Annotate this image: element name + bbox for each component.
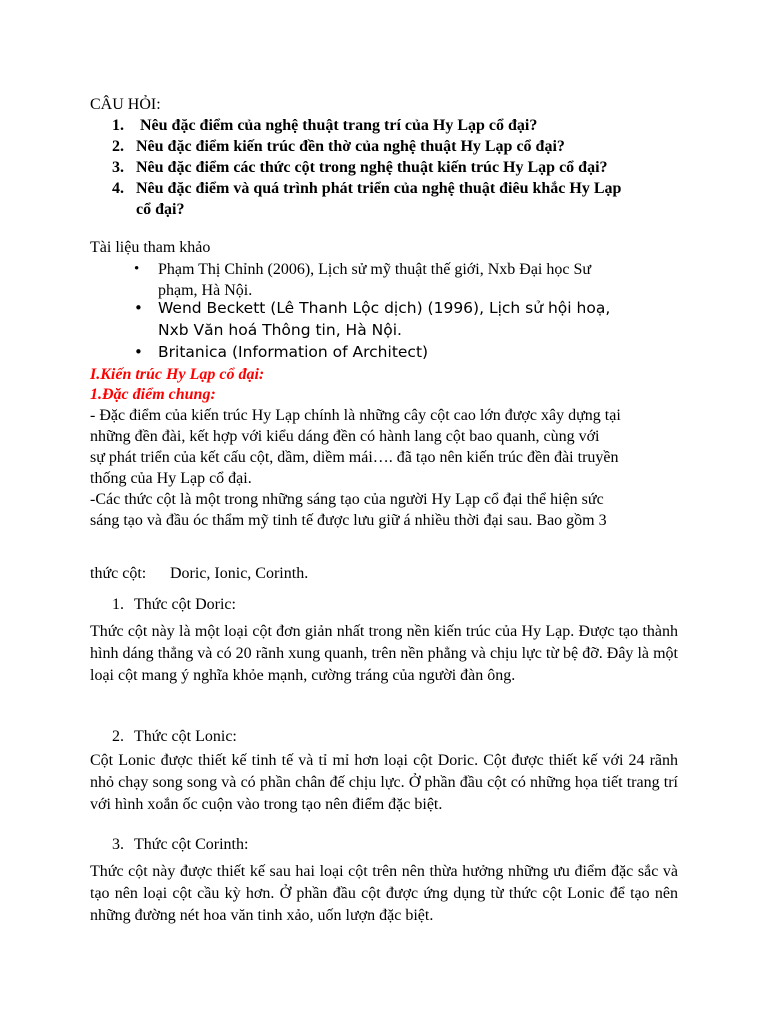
question-text: Nêu đặc điểm của nghệ thuật trang trí của Hy Lạp cổ đại? [140,117,538,134]
order-number: 3. [112,836,124,853]
reference-item-continuation: phạm, Hà Nội. [158,282,253,299]
bullet-icon: • [134,299,143,317]
order-description: Thức cột này được thiết kế sau hai loại cột trên nên thừa hưởng những ưu điểm đặc sắc và tạo nên loại cột cầu kỳ hơn. Ở phần đầu cột được ứng dụng từ thức cột Lonic để tạo nên những đường nét hoa văn tinh xảo, uốn lượn đặc biệt. [90,863,678,924]
paragraph-line: - Đặc điểm của kiến trúc Hy Lạp chính là những cây cột cao lớn được xây dựng tại [90,407,621,424]
column-orders-label: thức cột: [90,565,147,582]
paragraph-line: sáng tạo và đầu óc thẩm mỹ tinh tế được lưu giữ á nhiều thời đại sau. Bao gồm 3 [90,512,607,529]
reference-item-continuation: Nxb Văn hoá Thông tin, Hà Nội. [158,321,402,339]
order-title: Thức cột Corinth: [134,836,249,853]
question-text-continuation: cổ đại? [136,201,185,218]
paragraph-line: thống của Hy Lạp cổ đại. [90,470,252,487]
order-number: 1. [112,596,124,613]
question-number: 3. [112,159,124,176]
question-text: Nêu đặc điểm và quá trình phát triển của nghệ thuật điêu khắc Hy Lạp [136,180,622,197]
questions-heading: CÂU HỎI: [90,96,161,113]
question-text: Nêu đặc điểm các thức cột trong nghệ thuật kiến trúc Hy Lạp cổ đại? [136,159,608,176]
reference-item: Phạm Thị Chỉnh (2006), Lịch sử mỹ thuật thế giới, Nxb Đại học Sư [158,261,592,278]
bullet-icon: • [134,343,143,361]
column-orders-list: Doric, Ionic, Corinth. [170,565,309,582]
paragraph-line: sự phát triển của kết cấu cột, dầm, diềm mái…. đã tạo nên kiến trúc đền đài truyền [90,449,619,466]
paragraph-line: -Các thức cột là một trong những sáng tạo của người Hy Lạp cổ đại thể hiện sức [90,491,604,508]
reference-item: Wend Beckett (Lê Thanh Lộc dịch) (1996), Lịch sử hội hoạ, [158,299,611,317]
order-description: Thức cột này là một loại cột đơn giản nhất trong nền kiến trúc của Hy Lạp. Được tạo thành hình dáng thẳng và có 20 rãnh xung quanh, trên nền phẳng và chịu lực từ bệ đỡ. Đây là một loại cột mang ý nghĩa khỏe mạnh, cường tráng của người đàn ông. [90,623,678,684]
order-title: Thức cột Doric: [134,596,236,613]
references-heading: Tài liệu tham khảo [90,239,211,256]
paragraph-line: những đền đài, kết hợp với kiểu dáng đền có hành lang cột bao quanh, cùng với [90,428,600,445]
order-number: 2. [112,728,124,745]
reference-item: Britanica (Information of Architect) [158,343,429,361]
order-description: Cột Lonic được thiết kế tinh tế và tỉ mỉ hơn loại cột Doric. Cột được thiết kế với 24 rãnh nhỏ chạy song song và có phần chân đế chịu lực. Ở phần đầu cột có những họa tiết trang trí với hình xoắn ốc cuộn vào trong tạo nên điểm đặc biệt. [90,752,678,813]
question-text: Nêu đặc điểm kiến trúc đền thờ của nghệ thuật Hy Lạp cổ đại? [136,138,565,155]
bullet-icon: • [134,261,140,277]
question-number: 1. [112,117,124,134]
section-title: I.Kiến trúc Hy Lạp cổ đại: [90,366,265,383]
question-number: 4. [112,180,124,197]
question-number: 2. [112,138,124,155]
section-subtitle: 1.Đặc điểm chung: [90,386,216,403]
order-title: Thức cột Lonic: [134,728,237,745]
